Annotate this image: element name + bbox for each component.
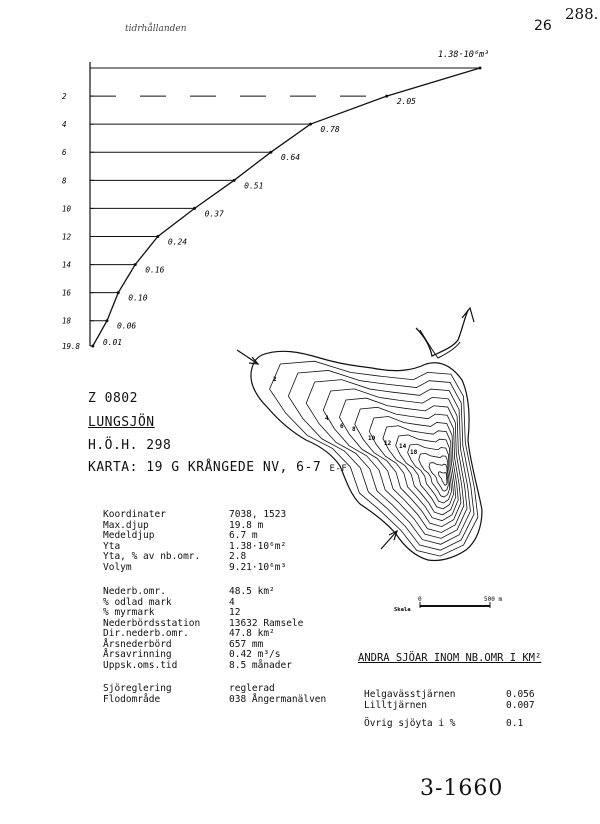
contour-depth-label: 6 xyxy=(340,423,344,430)
facts_group2-row xyxy=(103,629,303,640)
scale-end: 500 m xyxy=(484,596,503,603)
chart-depth-tick-label: 16 xyxy=(62,288,72,298)
page-number: 26 xyxy=(534,18,552,34)
contour-depth-label: 8 xyxy=(352,426,356,433)
facts_group3-label: Sjöreglering xyxy=(103,683,172,694)
facts_group3-value: 038 Ångermanälven xyxy=(229,693,327,705)
depth-contours xyxy=(270,361,478,556)
lake-name: LUNGSJÖN xyxy=(88,415,155,430)
contour-depth-label: 4 xyxy=(325,415,329,422)
facts_group2-label: % myrmark xyxy=(103,607,155,618)
scale-label: Skala xyxy=(394,607,411,613)
facts_group2-value: 8.5 månader xyxy=(229,659,292,671)
scale-zero: 0 xyxy=(418,596,422,603)
facts_group2-label: Dir.nederb.omr. xyxy=(103,628,189,639)
facts_group3-row xyxy=(103,695,326,706)
contour-depth-label: 2 xyxy=(273,376,277,383)
map-sheet-suffix: E-F xyxy=(329,464,348,474)
map-sheet-label: KARTA: xyxy=(88,460,138,475)
elevation-line xyxy=(88,438,171,453)
elevation-value: 298 xyxy=(146,438,172,453)
other-lakes-table xyxy=(364,690,535,730)
chart-data-label: 0.64 xyxy=(280,153,301,163)
chart-depth-tick-label: 14 xyxy=(62,260,72,270)
facts_group1-label: Koordinater xyxy=(103,509,166,520)
chart-depth-tick-label: 18 xyxy=(62,316,72,326)
facts_group2-value: 48.5 km² xyxy=(229,586,275,597)
contour-depth-label: 12 xyxy=(384,440,392,447)
chart-data-label: 0.16 xyxy=(145,265,165,275)
facts_group3-row xyxy=(103,684,326,695)
facts_group3-value: reglerad xyxy=(229,683,275,694)
chart-top-label: 1.38·10⁶m³ xyxy=(438,50,490,60)
facts_group2-label: Årsnederbörd xyxy=(103,638,172,650)
facts_group1-value: 19.8 m xyxy=(229,519,264,531)
chart-depth-tick-label: 4 xyxy=(62,120,67,130)
chart-data-label: 0.24 xyxy=(167,237,188,247)
facts_group2-label: Årsavrinning xyxy=(103,649,172,660)
facts_group2-label: % odlad mark xyxy=(103,596,172,608)
facts_group1-value: 6.7 m xyxy=(229,530,258,541)
facts_group2-label: Nederbördsstation xyxy=(103,617,201,629)
map-sheet-value: 19 G KRÅNGEDE NV, 6-7 xyxy=(146,460,322,475)
chart-tick-group xyxy=(62,62,94,351)
handwritten-page-number: 288. xyxy=(565,5,599,23)
facts_group2-value: 657 mm xyxy=(229,638,264,650)
facts_group1-value: 9.21·10⁶m³ xyxy=(229,561,287,573)
outlet-stream xyxy=(416,310,468,356)
other-lakes-title: ANDRA SJÖAR INOM NB.OMR I KM² xyxy=(358,652,542,664)
depth-contour xyxy=(438,472,447,485)
andra-label: Övrig sjöyta i % xyxy=(364,718,456,729)
depth-contour xyxy=(429,463,448,492)
contour-depth-label: 18 xyxy=(410,449,418,456)
facts_group1-label: Volym xyxy=(103,561,132,573)
facts_group2-row xyxy=(103,650,303,661)
regulation-facts-table xyxy=(103,684,326,705)
depth-contour xyxy=(355,407,461,526)
facts_group1-label: Max.djup xyxy=(103,519,149,531)
facts_group1-value: 7038, 1523 xyxy=(229,509,287,520)
chart-depth-tick-label: 8 xyxy=(62,176,67,186)
contour-depth-label: 10 xyxy=(368,435,376,442)
chart-data-label: 0.01 xyxy=(102,338,123,347)
chart-data-label: 0.78 xyxy=(320,125,340,135)
facts_group1-value: 2.8 xyxy=(229,551,247,562)
andra-label: Lilltjärnen xyxy=(364,699,427,711)
page-header-text: tidrhållanden xyxy=(125,24,187,34)
facts_group1-value: 1.38·10⁶m² xyxy=(229,540,287,552)
facts_group1-label: Medeldjup xyxy=(103,530,155,541)
andra-row xyxy=(364,701,535,712)
chart-depth-tick-label: 2 xyxy=(62,92,67,102)
chart-depth-tick-label: 10 xyxy=(62,204,72,214)
andra-row xyxy=(364,690,535,701)
facts_group2-label: Nederb.omr. xyxy=(103,586,166,597)
facts_group2-value: 4 xyxy=(229,596,235,608)
facts_group2-row xyxy=(103,661,303,672)
facts_group2-value: 13632 Ramsele xyxy=(229,617,304,629)
facts_group2-value: 12 xyxy=(229,607,241,618)
facts_group1-label: Yta, % av nb.omr. xyxy=(103,551,201,562)
bathymetric-map xyxy=(230,300,530,620)
lake-code: Z 0802 xyxy=(88,391,138,406)
outlet-arrow xyxy=(462,308,474,322)
chart-data-label: 0.10 xyxy=(128,293,148,303)
andra-value: 0.1 xyxy=(506,718,524,729)
chart-depth-tick-label: 19.8 xyxy=(62,342,81,351)
andra-value: 0.056 xyxy=(506,689,535,700)
chart-depth-tick-label: 12 xyxy=(62,232,72,242)
elevation-label: H.Ö.H. xyxy=(88,438,138,453)
chart-data-label: 2.05 xyxy=(396,97,417,107)
facts_group3-label: Flodområde xyxy=(103,693,161,705)
facts_group2-label: Uppsk.oms.tid xyxy=(103,659,178,671)
facts_group1-label: Yta xyxy=(103,540,121,552)
handwritten-reference: 3-1660 xyxy=(420,776,504,801)
andra-value: 0.007 xyxy=(506,699,535,711)
chart-data-label: 0.37 xyxy=(204,209,224,219)
facts_group2-value: 47.8 km² xyxy=(229,628,275,639)
contour-depth-label: 14 xyxy=(399,443,407,450)
chart-data-label: 0.06 xyxy=(116,321,137,331)
andra-label: Helgavässtjärnen xyxy=(364,689,456,700)
chart-data-label: 0.51 xyxy=(244,181,264,191)
chart-depth-tick-label: 6 xyxy=(62,148,67,158)
facts_group2-value: 0.42 m³/s xyxy=(229,649,281,660)
andra-row xyxy=(364,711,535,730)
